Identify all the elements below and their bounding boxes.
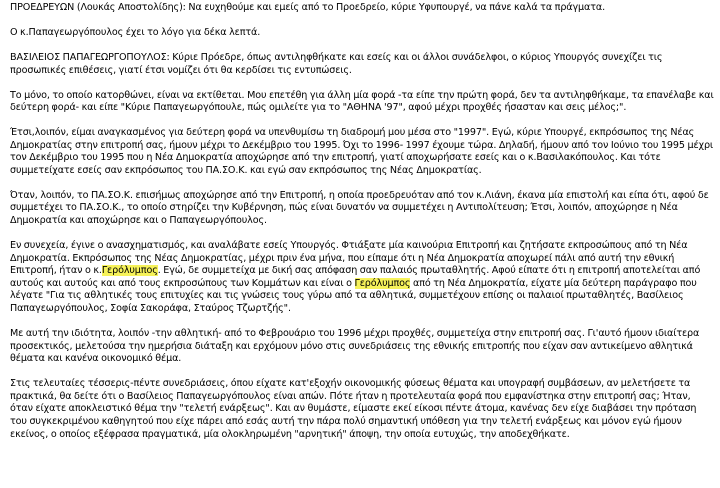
highlighted-term: Γερόλυμπος (354, 277, 411, 289)
highlighted-term: Γερόλυμπος (101, 265, 158, 277)
paragraph-text: Εν συνεχεία, έγινε ο ανασχηματισμός, και αναλάβατε εσείς Υπουργός. Φτιάξατε μία καινούρια Επιτροπή και ζητήσατε εκπροσώπους από τη Νέα Δημοκρατία. Εκπρόσωπος της Νέας Δημοκρατίας, μέχρι πριν ένα μήνα, που είπαμε ότι η Νέα Δημοκρατία αποχωρεί πάλι από αυτή την εθνική Επιτροπή, ήταν ο κ. (10, 240, 688, 277)
paragraph-text: Το μόνο, το οποίο κατορθώνει, είναι να εκτίθεται. Μου επετέθη για άλλη μία φορά -τα είπε την πρώτη φορά, δεν τα αντιληφθήκαμε, τα επανέλαβε και δεύτερη φορά- και είπε "Κύριε Παπαγεωργόπουλε, πώς ομιλείτε για το "ΑΘΗΝΑ '97", αφού μέχρι προχθές ήσασταν και σεις μέλος;". (10, 89, 714, 114)
paragraph-text: ΒΑΣΙΛΕΙΟΣ ΠΑΠΑΓΕΩΡΓΟΠΟΥΛΟΣ: Κύριε Πρόεδρε, όπως αντιληφθήκατε και εσείς και οι άλλοι συνάδελφοι, ο κύριος Υπουργός συνεχίζει τις προσωπικές επιθέσεις, γιατί έτσι νομίζει ότι θα κερδίσει τις εντυπώσεις. (10, 51, 663, 76)
paragraph (10, 127, 714, 177)
paragraph (10, 27, 714, 40)
paragraph-text: Έτσι,λοιπόν, είμαι αναγκασμένος για δεύτερη φορά να υπενθυμίσω τη διαδρομή μου μέσα στο "1997". Εγώ, κύριε Υπουργέ, εκπρόσωπος της Νέας Δημοκρατίας στην επιτροπή σας, ήμουν μέχρι το Δεκέμβριο του 1995. Όχι το 1996- 1997 έχουμε τώρα. Δηλαδή, ήμουν από τον Ιούνιο του 1995 μέχρι τον Δεκέμβριο του 1995 που η Νέα Δημοκρατία αποχώρησε από την επιτροπή, γιατί αποχωρήσατε εσείς και ο κ.Βασιλακόπουλος. Και τότε συμμετείχατε εσείς σαν εκπρόσωπος του ΠΑ.ΣΟ.Κ. και εγώ σαν εκπρόσωπος της Νέας Δημοκρατίας. (10, 127, 714, 176)
paragraph (10, 2, 714, 15)
paragraph-text: από τη Νέα Δημοκρατία, είχατε μία δεύτερη παράγραφο που λέγατε "Για τις αθλητικές τους επιτυχίες και τις γνώσεις τους γύρω από τα αθλητικά, συμμετέχουν επίσης οι παλαιοί πρωταθλητές, Βασίλειος Παπαγεωργόπουλος, Σοφία Σακοράφα, Σταύρος Τζωρτζής". (10, 277, 697, 315)
paragraph (10, 90, 714, 115)
paragraph (10, 190, 714, 228)
paragraph (10, 378, 714, 441)
paragraph-text: Ο κ.Παπαγεωργόπουλος έχει το λόγο για δέκα λεπτά. (10, 26, 261, 38)
paragraph-text: Με αυτή την ιδιότητα, λοιπόν -την αθλητική- από το Φεβρουάριο του 1996 μέχρι προχθές, συμμετείχα στην επιτροπή σας. Γι'αυτό ήμουν ιδιαίτερα προσεκτικός, μελετούσα την ημερήσια διάταξη και ερχόμουν μόνο στις συνεδριάσεις της εθνικής επιτροπής που είχαν σαν αντικείμενο αθλητικά θέματα και κανένα οικονομικό θέμα. (10, 328, 700, 365)
paragraph (10, 328, 714, 366)
paragraph-text: Στις τελευταίες τέσσερις-πέντε συνεδριάσεις, όπου είχατε κατ'εξοχήν οικονομικής φύσεως θέματα και υπογραφή συμβάσεων, αν μελετήσετε τα πρακτικά, θα δείτε ότι ο Βασίλειος Παπαγεωργόπουλος είναι απών. Πότε ήταν η προτελευταία φορά που εμφανίστηκα στην επιτροπή σας; Ήταν, όταν είχατε αποκλειστικό θέμα την "τελετή ενάρξεως". Και αν θυμάστε, είμαστε εκεί είκοσι πέντε άτομα, κανένας δεν είχε διαβάσει την πρόταση του συγκεκριμένου καθηγητού που είχε πάρει από εσάς αυτή την πάρα πολύ σημαντική υπόθεση για την τελετή ενάρξεως και μόνον εγώ ήμουν εκείνος, ο οποίος εξέφρασα πραγματικά, μία ολοκληρωμένη "αρνητική" άποψη, την οποία ευτυχώς, την αποδεχθήκατε. (10, 378, 697, 440)
paragraph (10, 240, 714, 316)
paragraph-text: . Εγώ, δε συμμετείχα με δική σας απόφαση σαν παλαιός πρωταθλητής. Αφού είπατε ότι η επιτροπή αποτελείται από αυτούς και αυτούς και από τους εκπροσώπους των Κομμάτων και είναι ο (10, 265, 701, 289)
paragraph (10, 52, 714, 77)
paragraph-text: Όταν, λοιπόν, το ΠΑ.ΣΟ.Κ. επισήμως αποχώρησε από την Επιτροπή, η οποία προεδρευόταν από τον κ.Λιάνη, έκανα μία επιστολή και είπα ότι, αφού δε συμμετέχει το ΠΑ.ΣΟ.Κ., το οποίο στηρίζει την Κυβέρνηση, πώς είναι δυνατόν να συμμετέχει η Αντιπολίτευση; Έτσι, λοιπόν, αποχώρησε η Νέα Δημοκρατία και αποχώρησε και ο Παπαγεωργόπουλος. (10, 189, 709, 227)
paragraph-text: ΠΡΟΕΔΡΕΥΩΝ (Λουκάς Αποστολίδης): Να ευχηθούμε και εμείς από το Προεδρείο, κύριε Υφυπουργέ, να πάνε καλά τα πράγματα. (10, 2, 606, 13)
